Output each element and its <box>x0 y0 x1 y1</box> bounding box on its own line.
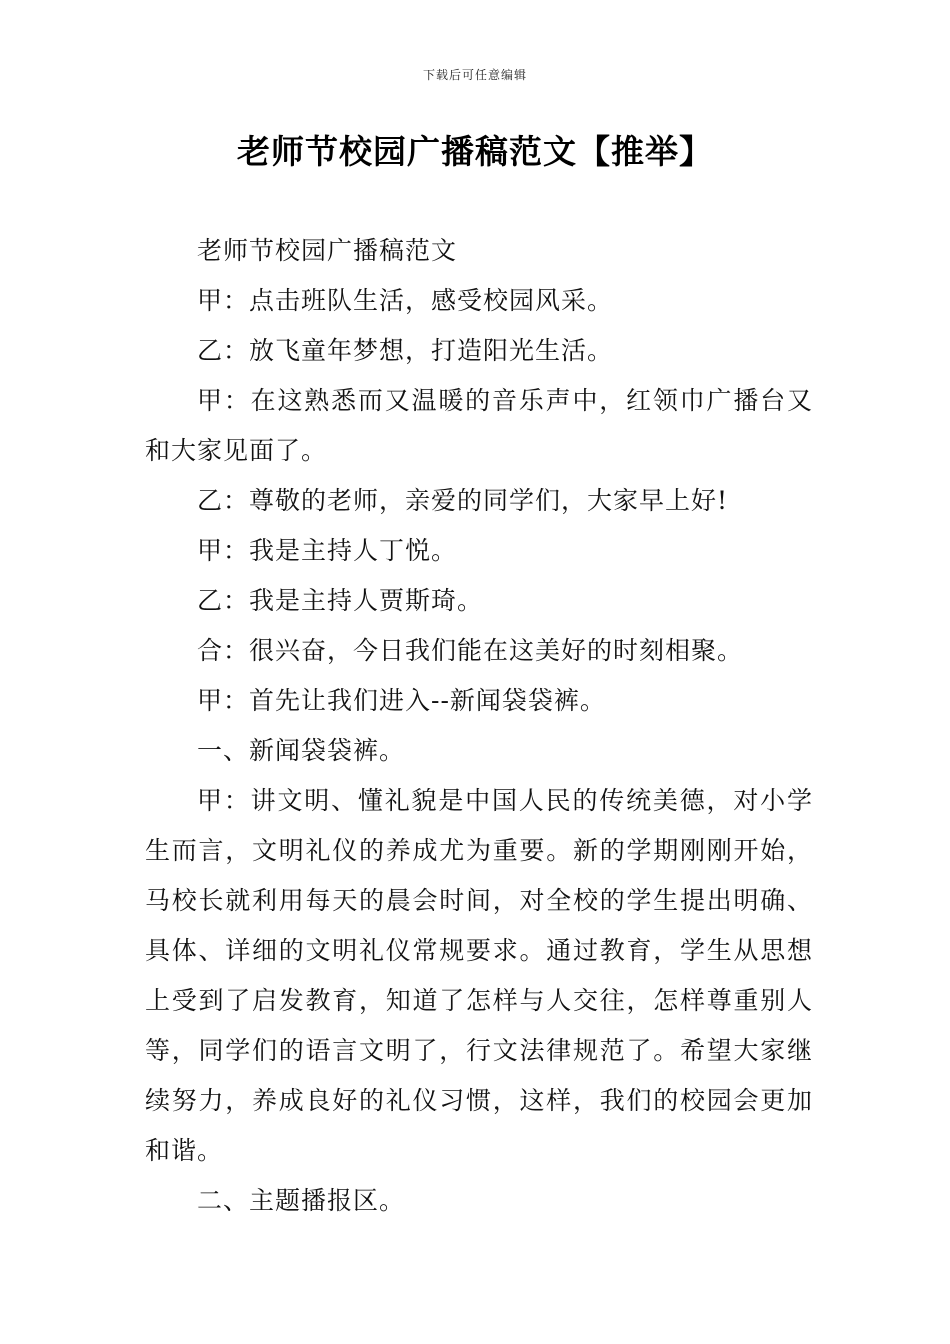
paragraph: 二、主题播报区。 <box>197 1186 406 1215</box>
paragraph: 甲：讲文明、懂礼貌是中国人民的传统美德，对小学生而言，文明礼仪的养成尤为重要。新的学期刚刚开始，马校长就利用每天的晨会时间，对全校的学生提出明确、具体、详细的文明礼仪常规要求。通过教育，学生从思想上受到了启发教育，知道了怎样与人交往，怎样尊重别人等，同学们的语言文明了，行文法律规范了。希望大家继续努力，养成良好的礼仪习惯，这样，我们的校园会更加和谐。 <box>145 786 813 1165</box>
header-note: 下载后可任意编辑 <box>422 68 527 82</box>
page-title: 老师节校园广播稿范文【推举】 <box>237 132 713 171</box>
paragraph: 乙：放飞童年梦想，打造阳光生活。 <box>197 336 614 365</box>
paragraph: 甲：点击班队生活，感受校园风采。 <box>197 286 614 315</box>
paragraph: 乙：我是主持人贾斯琦。 <box>197 586 484 615</box>
paragraph: 甲：在这熟悉而又温暖的音乐声中，红领巾广播台又和大家见面了。 <box>145 386 813 465</box>
paragraph: 甲：首先让我们进入--新闻袋袋裤。 <box>197 686 606 715</box>
paragraph: 乙：尊敬的老师，亲爱的同学们，大家早上好! <box>197 486 729 515</box>
paragraph: 老师节校园广播稿范文 <box>197 236 458 265</box>
paragraph: 一、新闻袋袋裤。 <box>197 736 406 765</box>
document-body <box>145 226 813 1226</box>
paragraph: 甲：我是主持人丁悦。 <box>197 536 458 565</box>
paragraph: 合：很兴奋，今日我们能在这美好的时刻相聚。 <box>197 636 744 665</box>
